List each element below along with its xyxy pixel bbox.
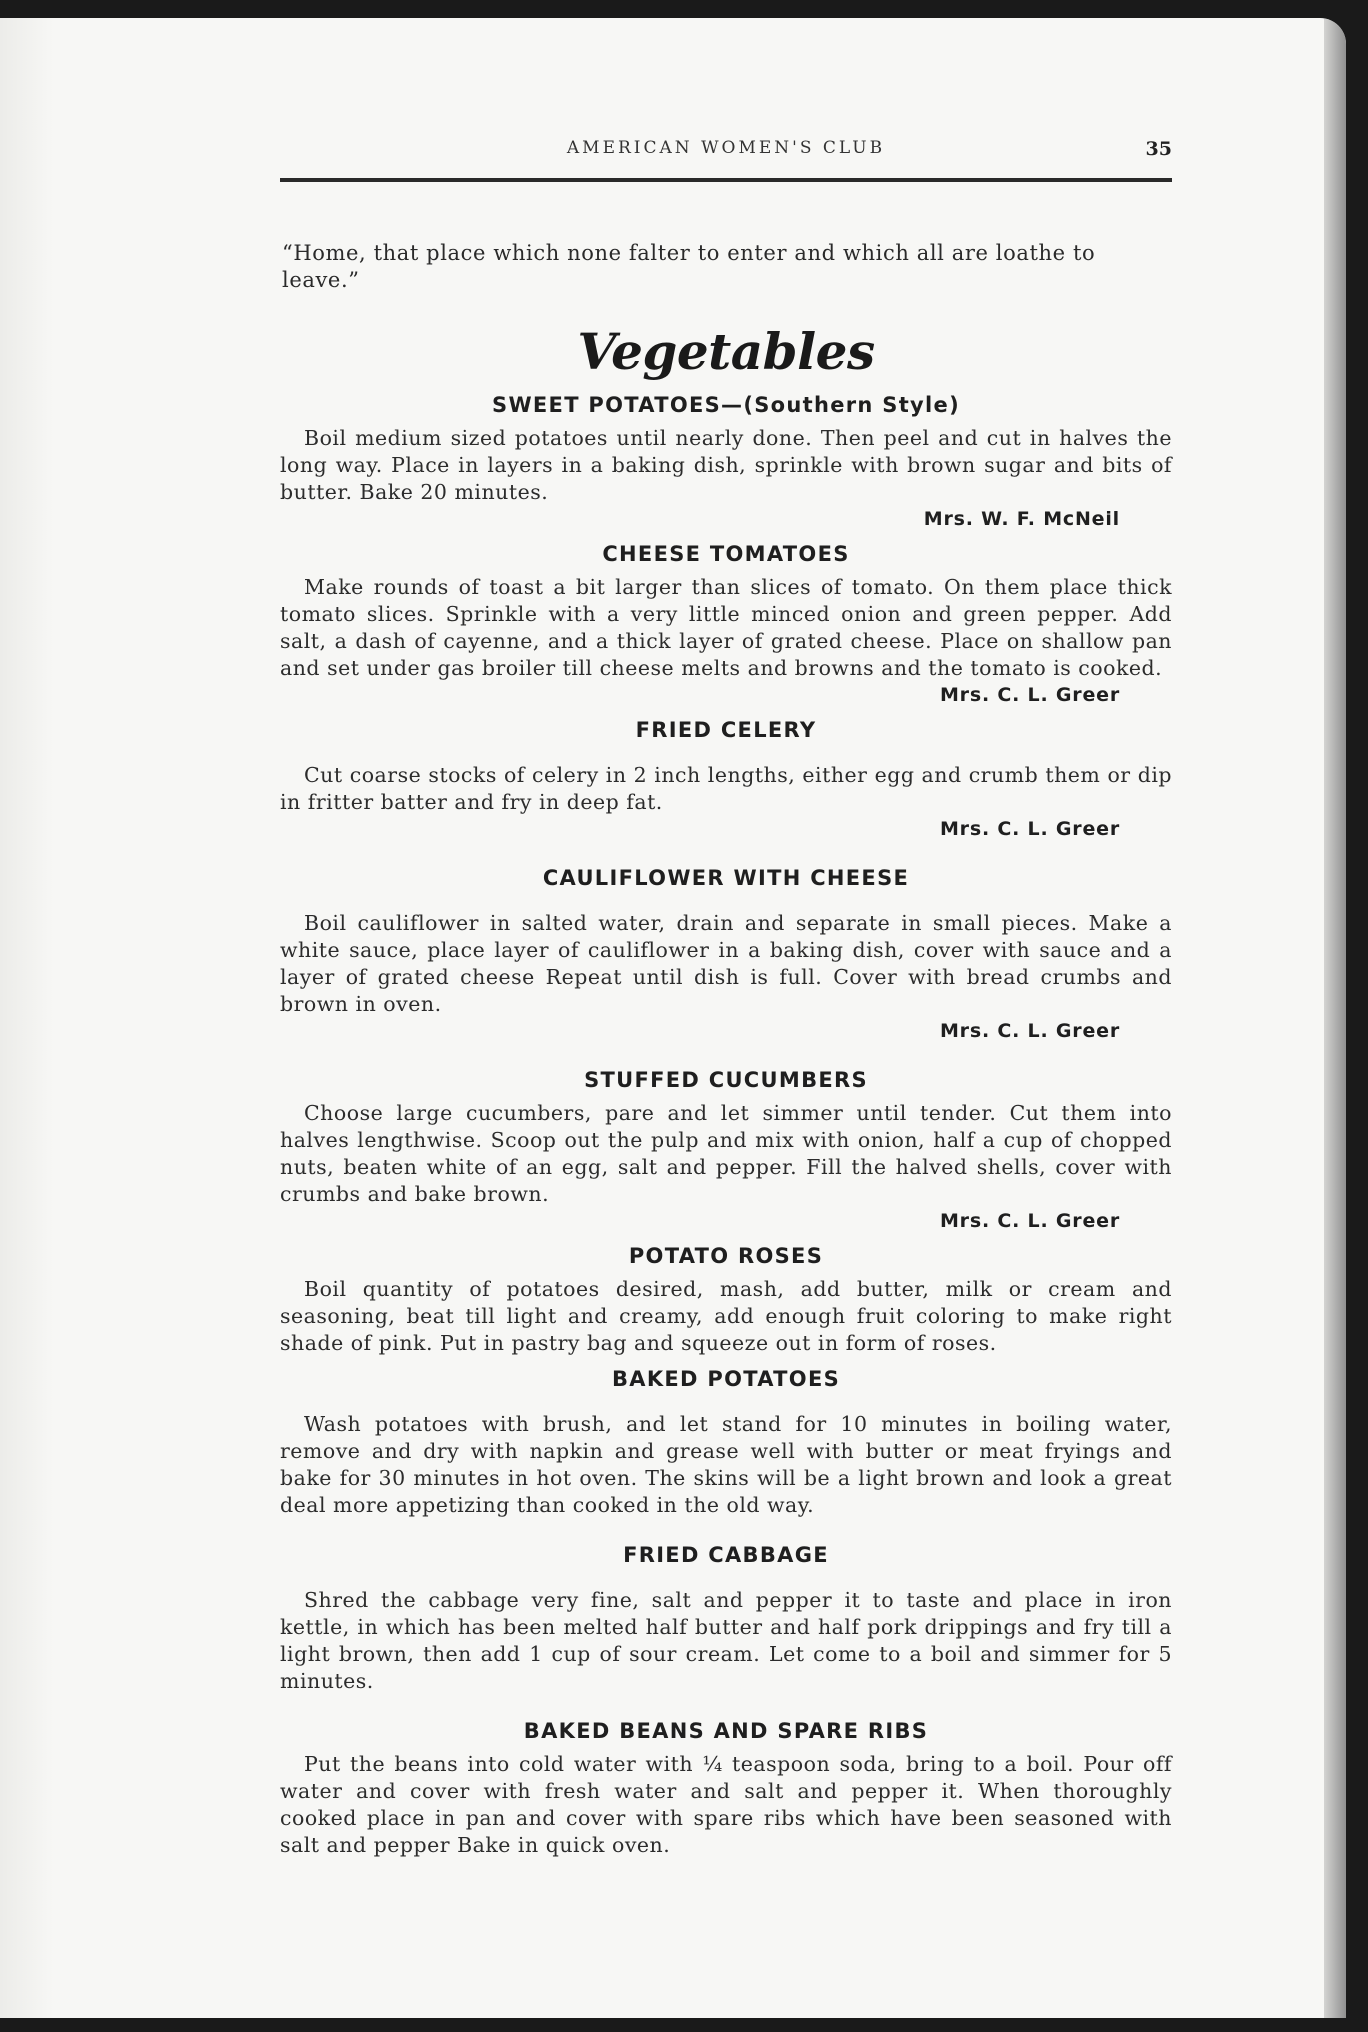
recipe (280, 1242, 1172, 1357)
recipe-title: CHEESE TOMATOES (602, 542, 850, 566)
recipe-title: BAKED POTATOES (611, 1367, 841, 1391)
recipe-contributor: Mrs. C. L. Greer (939, 818, 1120, 840)
recipe-contributor: Mrs. C. L. Greer (939, 1210, 1120, 1232)
recipe-contributor: Mrs. C. L. Greer (939, 1020, 1120, 1042)
recipe-body: Boil cauliflower in salted water, drain and separate in small pieces. Make a white sauce, place layer of cauliflower in a baking dish, cover with sauce and a layer of grated cheese Repeat until dish is full. Cover with bread crumbs and brown in oven. (280, 911, 1172, 1016)
page-number: 35 (1145, 138, 1172, 160)
recipe-body: Shred the cabbage very fine, salt and pepper it to taste and place in iron kettle, in which has been melted half butter and half pork drippings and fry till a light brown, then add 1 cup of sour cream. Let come to a boil and simmer for 5 minutes. (280, 1588, 1172, 1693)
recipe-title: SWEET POTATOES—(Southern Style) (492, 393, 960, 417)
page-edge (1324, 18, 1346, 2018)
recipe (280, 391, 1172, 532)
motto: “Home, that place which none falter to enter and which all are loathe to leave.” (282, 241, 1096, 292)
recipe-contributor: Mrs. C. L. Greer (939, 684, 1120, 706)
recipe (280, 1365, 1172, 1519)
recipe (280, 716, 1172, 842)
recipe-title: FRIED CABBAGE (623, 1543, 829, 1567)
recipe-body: Boil quantity of potatoes desired, mash, add butter, milk or cream and seasoning, beat till light and creamy, add enough fruit coloring to make right shade of pink. Put in pastry bag and squeeze out in form of roses. (280, 1277, 1172, 1355)
recipe (280, 1541, 1172, 1695)
recipe (280, 864, 1172, 1044)
book-page (0, 18, 1346, 2018)
recipe-title: STUFFED CUCUMBERS (584, 1068, 868, 1092)
gutter-shadow (0, 18, 54, 2018)
recipe-body: Make rounds of toast a bit larger than slices of tomato. On them place thick tomato slices. Sprinkle with a very little minced onion and green pepper. Add salt, a dash of cayenne, and a thick layer of grated cheese. Place on shallow pan and set under gas broiler till cheese melts and browns and the tomato is cooked. (280, 575, 1172, 680)
recipe (280, 540, 1172, 708)
recipe-body: Boil medium sized potatoes until nearly done. Then peel and cut in halves the long way. Place in layers in a baking dish, sprinkle with brown sugar and bits of butter. Bake 20 minutes. (280, 426, 1172, 504)
recipe-body: Cut coarse stocks of celery in 2 inch lengths, either egg and crumb them or dip in fritter batter and fry in deep fat. (280, 763, 1172, 814)
recipe-title: BAKED BEANS AND SPARE RIBS (523, 1719, 929, 1743)
section-title: Vegetables (577, 322, 875, 381)
recipe-body: Put the beans into cold water with ¼ teaspoon soda, bring to a boil. Pour off water and cover with fresh water and salt and pepper it. When thoroughly cooked place in pan and cover with spare ribs which have been seasoned with salt and pepper Bake in quick oven. (280, 1752, 1172, 1857)
recipe-title: FRIED CELERY (635, 718, 817, 742)
running-title: AMERICAN WOMEN'S CLUB (566, 138, 886, 158)
recipe-title: CAULIFLOWER WITH CHEESE (542, 866, 910, 890)
body-text (280, 240, 1172, 1867)
recipe-contributor: Mrs. W. F. McNeil (923, 508, 1120, 530)
recipe (280, 1717, 1172, 1859)
recipe-title: POTATO ROSES (628, 1244, 824, 1268)
recipe-body: Choose large cucumbers, pare and let simmer until tender. Cut them into halves lengthwise. Scoop out the pulp and mix with onion, half a cup of chopped nuts, beaten white of an egg, salt and pepper. Fill the halved shells, cover with crumbs and bake brown. (280, 1101, 1172, 1206)
recipe (280, 1066, 1172, 1234)
recipe-body: Wash potatoes with brush, and let stand for 10 minutes in boiling water, remove and dry with napkin and grease well with butter or meat fryings and bake for 30 minutes in hot oven. The skins will be a light brown and look a great deal more appetizing than cooked in the old way. (280, 1412, 1172, 1517)
